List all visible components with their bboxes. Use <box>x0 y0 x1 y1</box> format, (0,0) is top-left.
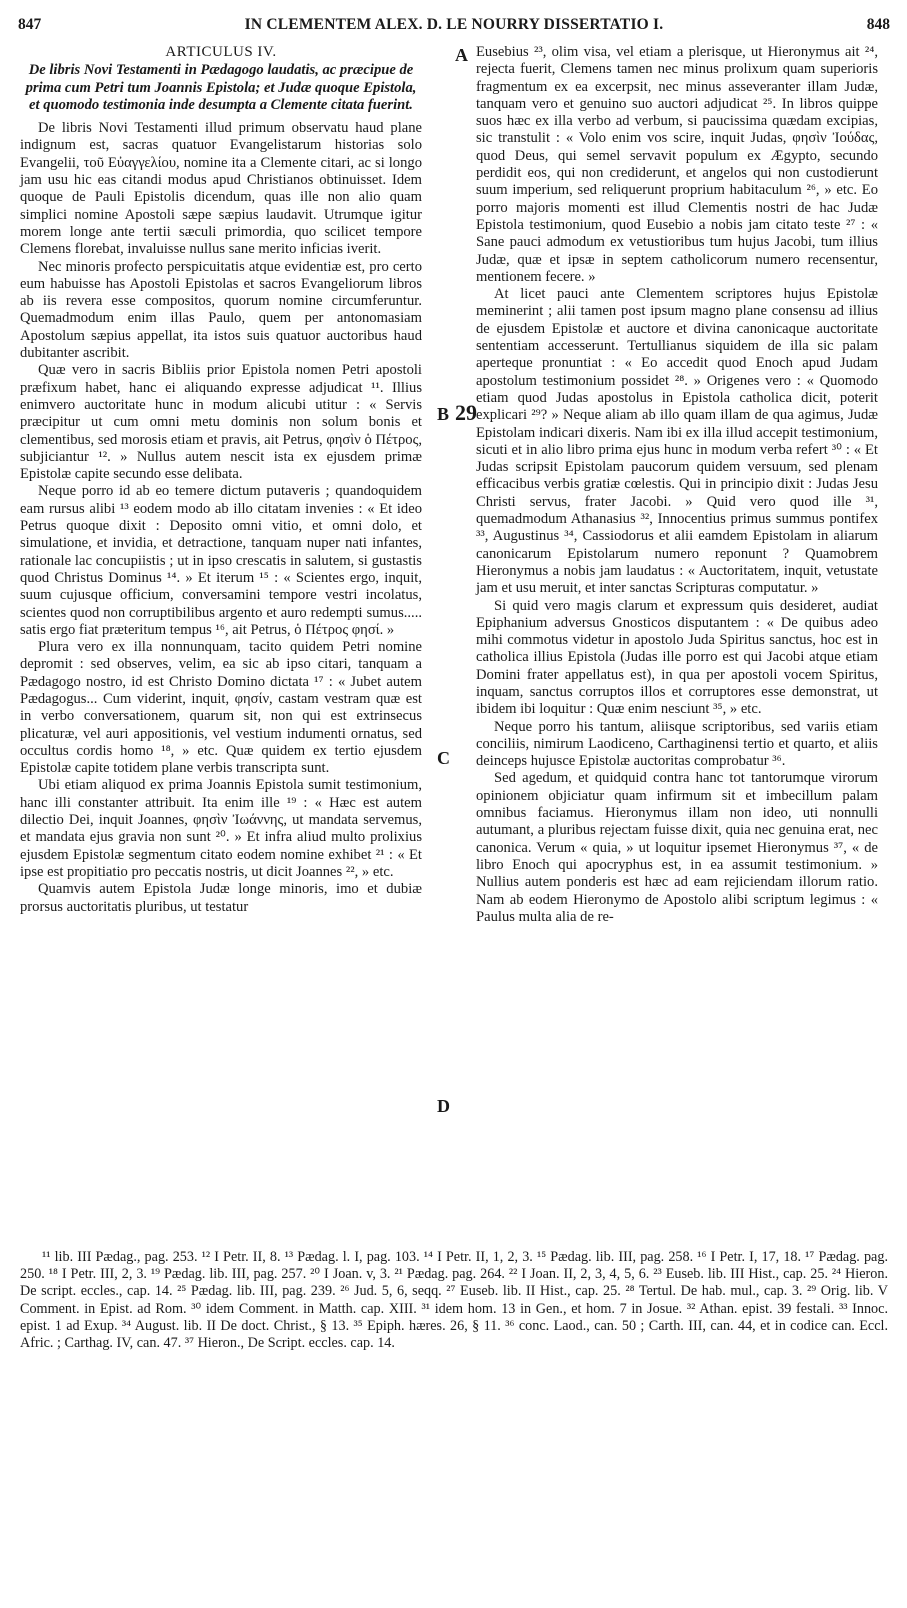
paragraph: Sed agedum, et quidquid contra hanc tot tantorumque virorum opinionem objiciatur quam infirmum sit et imbecillum palam omnibus faciamus. Hieronymus illam non ideo, uti nonnulli autumant, a pluribus rejectam fuisse dixit, quia nec genuina erat, nec canonica. Verum « quia, » ut loquitur ipsemet Hieronymus ³⁷, « de libro Enoch qui apocryphus est, in ea assumit testimonium. » Nullius autem ponderis est hæc ad eam rejiciendam illorum ratio. Nam ab eodem Hieronymo de Apostolo alibi scriptum legimus : « Paulus multa alia de re- <box>476 770 878 925</box>
margin-letter-c: C <box>437 748 450 768</box>
paragraph: De libris Novi Testamenti illud primum observatu haud plane indignum est, sacras quatuor Evangelistarum historias solo Evangelii, τοῦ Εὐαγγελίου, nomine ita a Clemente citari, ac si longo jam usu hic eas citandi modus apud Christianos obtinuisset. Idem quoque de Pauli Epistolis dicendum, quas ille non alio quam simplici nomine Apostoli sæpe sæpius laudavit. Utrumque igitur morem longe ante tertii sæculi primordia, quo scilicet tempore Clemens florebat, invaluisse nullus sane merito inficias iverit. <box>20 120 422 258</box>
paragraph: At licet pauci ante Clementem scriptores hujus Epistolæ meminerint ; alii tamen post ipsum magno plane consensu ad illius de ejusdem Epistolæ et auctore et divina canonicaque auctoritate sententiam accesserunt. Tertullianus siquidem de illa sic palam aperteque pronuntiat : « Eo accedit quod Enoch apud Judam apostolum testimonium possidet ²⁸. » Origenes vero : « Quomodo etiam quod Judas apostolus in Epistola catholica dicit, poterit explicari ²⁹? » Neque aliam ab illo quam illam de qua agimus, Judæ Epistolam indicari dixeris. Nam ibi ex illa illud accepit testimonium, sicuti et in alio libro prima ejus hunc in modum verba refert ³⁰ : « Et Judas scripsit Epistolam paucorum quidem versuum, sed plenam efficacibus verbis gratiæ cœlestis. Qui in principio dixit : Judas Jesu Christi servus, frater Jacobi. » Quid vero quod ille ³¹, quemadmodum Athanasius ³², Innocentius primus summus pontifex ³³, Augustinus ³⁴, Cassiodorus et alii eamdem Epistolam in aliarum canonicarum Epistolarum numero reponunt ? Quamobrem Hieronymus a nobis jam laudatus : « Auctoritatem, inquit, vetustate jam et usu meruit, et inter sanctas Scripturas computatur. » <box>476 286 878 597</box>
running-header <box>18 16 890 40</box>
paragraph: Nec minoris profecto perspicuitatis atque evidentiæ est, pro certo eum habuisse has Apostoli Epistolas et sacros Evangeliorum libros ab iis revera esse compositos, quorum nomine circumferuntur. Quemadmodum enim illas Paulo, quem per antonomasiam Apostolum sæpius appellat, ita istos suis quatuor auctoribus haud dubitanter ascribit. <box>20 258 422 362</box>
paragraph: Eusebius ²³, olim visa, vel etiam a plerisque, ut Hieronymus ait ²⁴, rejecta fuerit, Clemens tamen nec minus prolixum quam superioris fragmentum ex ea excerpsit, nec minus asseveranter illam Judæ, tanquam vero et genuino suo auctori adjudicat ²⁵. In libros quippe suos hæc ex illa verbo ad verbum, si paucissima quædam excipias, sic transtulit : « Volo enim vos scire, inquit Judas, φησὶν Ἰούδας, quod Deus, qui semel servavit populum ex Ægypto, secundo perdidit eos, qui non crediderunt, et angelos qui non custodierunt suum imperium, sed reliquerunt proprium habitaculum ²⁶, » etc. Eo porro majoris momenti est illud Clementis nostri de hac Judæ Epistola testimonium, quod Eusebio a nobis jam citato teste ²⁷ : « Sane pauci admodum ex vetustioribus tum hujus Jacobi, tum illius Judæ, quæ et ipsæ in septem catholicorum numero recensentur, mentionem fecere. » <box>476 44 878 285</box>
margin-letter-d: D <box>437 1096 450 1116</box>
article-title: ARTICULUS IV. <box>165 44 277 60</box>
left-column <box>20 44 422 916</box>
paragraph: Ubi etiam aliquod ex prima Joannis Epistola sumit testimonium, hanc illi constanter attribuit. Ita enim ille ¹⁹ : « Hæc est autem dilectio Dei, inquit Joannes, φησὶν Ἰωάννης, ut mandata servemus, et mandata ejus gravia non sunt ²⁰. » Et infra aliud multo prolixius ejusdem Epistolæ segmentum citato eodem nomine exhibet ²¹ : « Et ipse est propitiatio pro peccatis nostris, ut dicit Joannes ²², » etc. <box>20 777 422 880</box>
page-number-left: 847 <box>18 16 42 33</box>
paragraph: Neque porro id ab eo temere dictum putaveris ; quandoquidem eam rursus alibi ¹³ eodem modo ab illo citatam invenies : « Et ideo Petrus quoque dixit : Deposito omni vitio, et omni dolo, et simulatione, et invidia, et detractione, tanquam nuper nati infantes, rationale lac concupiistis ; ut in ipso crescatis in salutem, si gustastis quod Christus Dominus ¹⁴. » Et iterum ¹⁵ : « Scientes ergo, inquit, suum cujusque officium, conversamini tempore vestri incolatus, scientes quod non corruptibilibus argento et auro redempti sumus..... satis ergo fiat præteritum tempus ¹⁶, ait Petrus, ὁ Πέτρος φησί. » <box>20 483 422 638</box>
paragraph: Plura vero ex illa nonnunquam, tacito quidem Petri nomine depromit : sed observes, velim, ea sic ab ipso citari, tanquam a Pædagogo nostro, id est Christo Domino dictata ¹⁷ : « Jubet autem Pædagogus... Cum viderint, inquit, φησίν, castam vestram quæ est in verbo conversationem, quarum sit, non qui est extrinsecus plicaturæ, vel auri appositionis, vel vestium indumenti ornatus, sed occultus cordis homo ¹⁸, » etc. Quæ quidem ex tertio ejusdem Epistolæ capite totidem plane verbis transcripta sunt. <box>20 639 422 777</box>
footnote-block: ¹¹ lib. III Pædag., pag. 253. ¹² I Petr. II, 8. ¹³ Pædag. l. I, pag. 103. ¹⁴ I Petr. II, 1, 2, 3. ¹⁵ Pædag. lib. III, pag. 258. ¹⁶ I Petr. I, 17, 18. ¹⁷ Pædag. pag. 250. ¹⁸ I Petr. III, 2, 3. ¹⁹ Pædag. lib. III, pag. 257. ²⁰ I Joan. v, 3. ²¹ Pædag. pag. 264. ²² I Joan. II, 2, 3, 4, 5, 6. ²³ Euseb. lib. III Hist., cap. 25. ²⁴ Hieron. De script. eccles., cap. 14. ²⁵ Pædag. lib. III, pag. 239. ²⁶ Jud. 5, 6, seqq. ²⁷ Euseb. lib. II Hist., cap. 25. ²⁸ Tertul. De hab. mul., cap. 3. ²⁹ Orig. lib. V Comment. in Epist. ad Rom. ³⁰ idem Comment. in Matth. cap. XIII. ³¹ idem hom. 13 in Gen., et hom. 7 in Josue. ³² Athan. epist. 39 festali. ³³ Innoc. epist. 1 ad Exup. ³⁴ August. lib. II De doct. Christ., § 13. ³⁵ Epiph. hæres. 26, § 11. ³⁶ conc. Laod., can. 50 ; Carth. III, can. 44, et in codice can. Eccl. Afric. ; Carthag. IV, can. 47. ³⁷ Hieron., De Script. eccles. cap. 14. <box>20 1249 888 1352</box>
right-column <box>476 44 878 926</box>
margin-letter-a: A <box>455 45 468 65</box>
page-number-right: 848 <box>866 16 890 33</box>
column-number: 29 <box>455 400 477 425</box>
footnotes <box>20 1249 888 1352</box>
running-title: IN CLEMENTEM ALEX. D. LE NOURRY DISSERTATIO I. <box>244 16 664 33</box>
paragraph: Si quid vero magis clarum et expressum quis desideret, audiat Epiphanium adversus Gnosticos disputantem : « De quibus adeo mihi commotus videtur in apostolo Juda Spiritus sanctus, hoc est in catholica illius Epistola (Judas ille porro est qui Jacobi atque etiam Domini frater appellatus est), in qua per apostoli vocem Spiritus, inquam, sanctus corruptos illos et corruptores esse demonstrat, ut ibidem ibi loquitur : Quæ enim nesciunt ³⁵, » etc. <box>476 597 878 718</box>
margin-letter-b: B <box>437 404 450 424</box>
paragraph: Neque porro his tantum, aliisque scriptoribus, sed variis etiam conciliis, nimirum Laodiceno, Carthaginensi tertio et quarto, et aliis deinceps hujusce Epistolæ auctoritas comprobatur ³⁶. <box>476 718 878 770</box>
article-subtitle: De libris Novi Testamenti in Pædagogo laudatis, ac præcipue de prima cum Petri tum Joannis Epistola; et Judæ quoque Epistola, et quomodo testimonia inde desumpta a Clemente citata fuerint. <box>25 62 417 113</box>
paragraph: Quæ vero in sacris Bibliis prior Epistola nomen Petri apostoli præfixum habet, hanc ei aliquando expresse adjudicat ¹¹. Illius enimvero auctoritate hunc in modum alicubi utitur : « Servis præcipitur ut cum omni metu dominis non solum bonis et clementibus, sed morosis etiam et pravis, ait Petrus, φησὶν ὁ Πέτρος, subjiciantur ¹². » Nullus autem nescit ista ex ejusdem primæ Epistolæ capite secundo esse delibata. <box>20 362 422 483</box>
paragraph: Quamvis autem Epistola Judæ longe minoris, imo et dubiæ prorsus auctoritatis pluribus, ut testatur <box>20 881 422 915</box>
